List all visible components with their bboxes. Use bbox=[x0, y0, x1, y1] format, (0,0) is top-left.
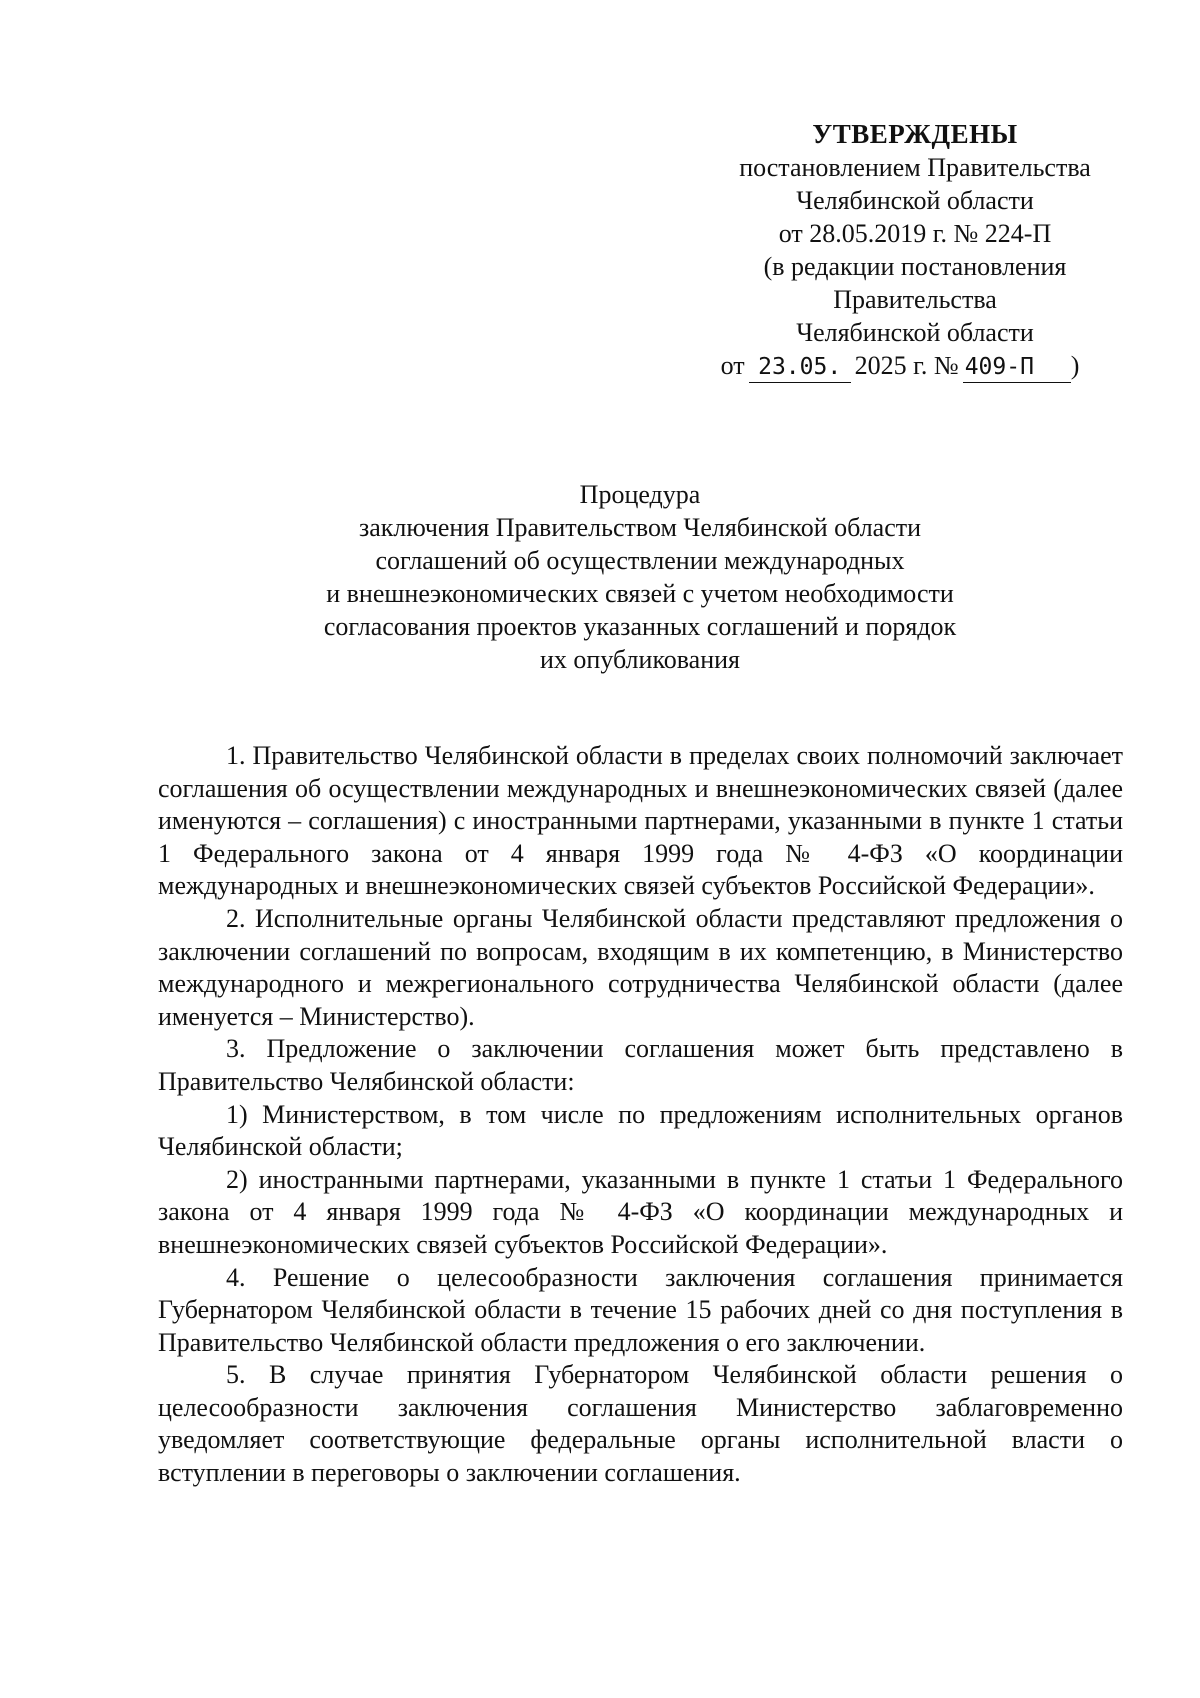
heading-line-4: и внешнеэкономических связей с учетом необходимости bbox=[326, 579, 954, 608]
paragraph-4: 4. Решение о целесообразности заключения соглашения принимается Губернатором Челябинской области в течение 15 рабочих дней со дня поступления в Правительство Челябинской области предложения о его заключении. bbox=[158, 1262, 1123, 1357]
heading-title: Процедура bbox=[579, 480, 701, 509]
approval-date-line bbox=[670, 349, 1130, 383]
paragraph-1: 1. Правительство Челябинской области в пределах своих полномочий заключает соглашения об осуществлении международных и внешнеэкономических связей (далее именуются – соглашения) с иностранными партнерами, указанными в пункте 1 статьи 1 Федерального закона от 4 января 1999 года № 4-ФЗ «О координации международных и внешнеэкономических связей субъектов Российской Федерации». bbox=[158, 741, 1123, 901]
approval-stamp bbox=[700, 118, 1130, 383]
date-suffix: ) bbox=[1070, 351, 1080, 380]
filled-date: 23.05. bbox=[749, 352, 851, 383]
approval-line-3: от 28.05.2019 г. № 224-П bbox=[778, 219, 1052, 248]
date-prefix: от bbox=[720, 351, 745, 380]
heading-line-3: соглашений об осуществлении международных bbox=[375, 546, 905, 575]
paragraph-2: 2. Исполнительные органы Челябинской области представляют предложения о заключении соглашений по вопросам, входящим в их компетенцию, в Министерство международного и межрегионального сотрудничества Челябинской области (далее именуется – Министерство). bbox=[158, 903, 1123, 1031]
paragraph-3-item-1: 1) Министерством, в том числе по предложениям исполнительных органов Челябинской области; bbox=[158, 1099, 1123, 1162]
heading-line-5: согласования проектов указанных соглашений и порядок bbox=[323, 612, 957, 641]
approval-line-6: Челябинской области bbox=[796, 318, 1034, 347]
filled-number: 409-П bbox=[963, 352, 1071, 383]
approval-title: УТВЕРЖДЕНЫ bbox=[812, 119, 1018, 149]
paragraph-3-item-2: 2) иностранными партнерами, указанными в пункте 1 статьи 1 Федерального закона от 4 января 1999 года № 4-ФЗ «О координации международных и внешнеэкономических связей субъектов Российской Федерации». bbox=[158, 1164, 1123, 1259]
heading-line-6: их опубликования bbox=[539, 645, 741, 674]
document-body bbox=[158, 740, 1123, 1490]
document-heading bbox=[160, 478, 1120, 676]
date-year: 2025 г. № bbox=[854, 351, 959, 380]
approval-line-4: (в редакции постановления bbox=[763, 252, 1067, 281]
approval-line-1: постановлением Правительства bbox=[739, 153, 1091, 182]
paragraph-5: 5. В случае принятия Губернатором Челябинской области решения о целесообразности заключения соглашения Министерство заблаговременно уведомляет соответствующие федеральные органы исполнительной власти о вступлении в переговоры о заключении соглашения. bbox=[158, 1360, 1123, 1488]
approval-line-2: Челябинской области bbox=[796, 186, 1034, 215]
paragraph-3: 3. Предложение о заключении соглашения может быть представлено в Правительство Челябинской области: bbox=[158, 1034, 1123, 1096]
approval-line-5: Правительства bbox=[833, 285, 997, 314]
heading-line-2: заключения Правительством Челябинской области bbox=[358, 513, 922, 542]
